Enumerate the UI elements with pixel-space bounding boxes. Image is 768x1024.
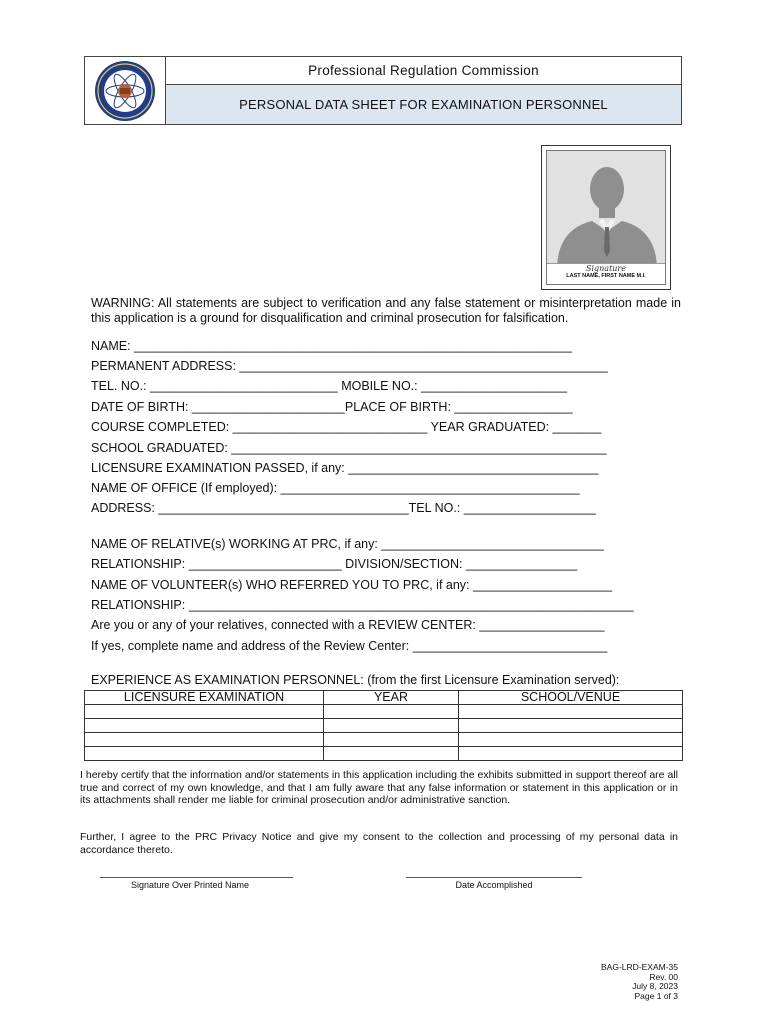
header-titles — [166, 57, 681, 124]
table-row — [85, 733, 683, 747]
signature-label: Signature Over Printed Name — [130, 880, 250, 890]
date-label: Date Accomplished — [455, 880, 533, 890]
document-header — [84, 56, 682, 125]
certification-text: I hereby certify that the information and/or statements in this application including the exhibits submitted in support thereof are all true and correct of my own knowledge, and that I am fully aware that any false information or statement in this application or in its attachments shall render me liable for criminal prosecution and/or administrative sanction. — [80, 769, 678, 806]
school-field[interactable]: SCHOOL GRADUATED: ______________________________________________________ — [91, 441, 607, 455]
signature-line[interactable] — [100, 877, 293, 878]
table-row — [85, 747, 683, 761]
revision-date: July 8, 2023 — [632, 981, 678, 991]
table-header-row — [85, 691, 683, 705]
form-code: BAG-LRD-EXAM-35 — [601, 962, 678, 972]
revision: Rev. 00 — [649, 971, 678, 982]
org-name: Professional Regulation Commission — [166, 57, 681, 85]
warning-text: WARNING: All statements are subject to verification and any false statement or misinterpretation made in this application is a ground for disqualification and criminal prosecution for falsification. — [91, 296, 681, 325]
column-header: SCHOOL/VENUE — [459, 691, 683, 705]
table-cell[interactable] — [85, 705, 324, 719]
table-cell[interactable] — [459, 719, 683, 733]
table-cell[interactable] — [324, 747, 459, 761]
course-year-field[interactable]: COURSE COMPLETED: ____________________________ YEAR GRADUATED: _______ — [91, 420, 602, 434]
table-cell[interactable] — [85, 733, 324, 747]
privacy-consent-text: Further, I agree to the PRC Privacy Notice and give my consent to the collection and processing of my personal data in accordance thereto. — [80, 831, 678, 856]
seal-cell — [85, 57, 166, 124]
tel-mobile-field[interactable]: TEL. NO.: ___________________________ MOBILE NO.: _____________________ — [91, 379, 568, 393]
office-field[interactable]: NAME OF OFFICE (If employed): ___________________________________________ — [91, 481, 580, 495]
experience-heading: EXPERIENCE AS EXAMINATION PERSONNEL: (from the first Licensure Examination served): — [91, 673, 620, 687]
person-silhouette-icon — [547, 151, 666, 266]
document-title: PERSONAL DATA SHEET FOR EXAMINATION PERSONNEL — [166, 85, 681, 124]
table-cell[interactable] — [324, 733, 459, 747]
date-line[interactable] — [406, 877, 582, 878]
column-header: LICENSURE EXAMINATION — [85, 691, 324, 705]
name-field[interactable]: NAME: _______________________________________________________________ — [91, 339, 573, 353]
table-row — [85, 705, 683, 719]
review-center-field[interactable]: Are you or any of your relatives, connected with a REVIEW CENTER: __________________ — [91, 618, 605, 632]
table-cell[interactable] — [459, 733, 683, 747]
table-cell[interactable] — [459, 747, 683, 761]
document-footer — [601, 963, 678, 1001]
table-cell[interactable] — [324, 705, 459, 719]
table-cell[interactable] — [85, 719, 324, 733]
relative-prc-field[interactable]: NAME OF RELATIVE(s) WORKING AT PRC, if any: ________________________________ — [91, 537, 604, 551]
experience-table — [84, 690, 683, 761]
photo-placeholder — [546, 150, 666, 285]
volunteer-field[interactable]: NAME OF VOLUNTEER(s) WHO REFERRED YOU TO PRC, if any: ____________________ — [91, 578, 613, 592]
page-number: Page 1 of 3 — [634, 990, 678, 1001]
relationship2-field[interactable]: RELATIONSHIP: ________________________________________________________________ — [91, 598, 634, 612]
column-header: YEAR — [324, 691, 459, 705]
permanent-address-field[interactable]: PERMANENT ADDRESS: _____________________________________________________ — [91, 359, 608, 373]
prc-seal-icon — [90, 59, 160, 123]
table-cell[interactable] — [85, 747, 324, 761]
signature-sample: Signature — [585, 264, 626, 273]
photo-box[interactable] — [541, 145, 671, 290]
relationship-division-field[interactable]: RELATIONSHIP: ______________________ DIVISION/SECTION: ________________ — [91, 557, 578, 571]
photo-caption: LAST NAME, FIRST NAME M.I. — [566, 273, 646, 279]
licensure-passed-field[interactable]: LICENSURE EXAMINATION PASSED, if any: ____________________________________ — [91, 461, 599, 475]
signature-strip — [547, 263, 665, 284]
table-row — [85, 719, 683, 733]
table-cell[interactable] — [324, 719, 459, 733]
table-cell[interactable] — [459, 705, 683, 719]
review-center-details-field[interactable]: If yes, complete name and address of the Review Center: ____________________________ — [91, 639, 608, 653]
address-tel-field[interactable]: ADDRESS: ____________________________________TEL NO.: ___________________ — [91, 501, 596, 515]
birth-field[interactable]: DATE OF BIRTH: ______________________PLACE OF BIRTH: _________________ — [91, 400, 573, 414]
